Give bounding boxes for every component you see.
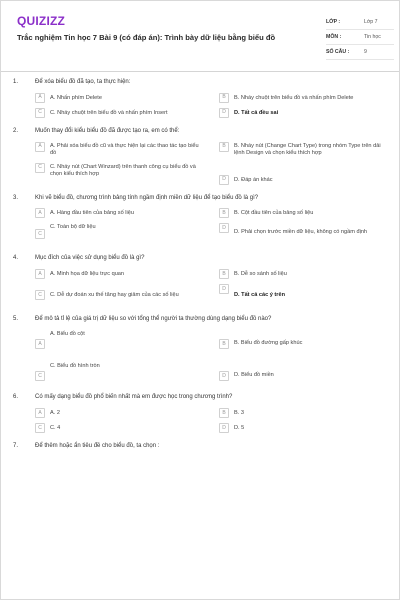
- answer-options: [13, 408, 389, 433]
- answer-options: [13, 208, 389, 245]
- option-letter: A: [35, 339, 45, 349]
- option-text: A. Biểu đồ cột: [50, 331, 85, 338]
- option-letter: B: [219, 208, 229, 218]
- option-letter: B: [219, 408, 229, 418]
- question-1: [13, 79, 389, 118]
- option-a[interactable]: [35, 269, 205, 279]
- option-c[interactable]: [35, 423, 205, 433]
- option-d[interactable]: [219, 223, 389, 245]
- option-b[interactable]: [219, 408, 389, 418]
- option-letter: D: [219, 284, 229, 294]
- quizizz-logo: QUIZIZZ: [17, 14, 66, 28]
- question-text: Khi vẽ biểu đồ, chương trình bảng tính ngầm định miền dữ liệu để tạo biểu đồ là gì?: [35, 194, 259, 201]
- option-text: B. Nháy nút (Change Chart Type) trong nhóm Type trên dải lệnh Design và chọn kiểu thích hợp: [234, 142, 381, 157]
- option-text: A. 2: [50, 409, 60, 416]
- option-d[interactable]: [219, 362, 389, 384]
- option-a[interactable]: [35, 408, 205, 418]
- option-text: B. Nháy chuột trên biểu đồ và nhấn phím Delete: [234, 94, 354, 101]
- question-2: [13, 128, 389, 185]
- option-text: C. Biểu đồ hình tròn: [50, 363, 100, 370]
- option-b[interactable]: [219, 269, 389, 279]
- question-4: [13, 255, 389, 306]
- option-text: D. Đáp án khác: [234, 177, 273, 184]
- option-b[interactable]: [219, 330, 389, 352]
- option-c[interactable]: [35, 362, 205, 384]
- question-number: 6.: [13, 394, 19, 401]
- option-c[interactable]: [35, 223, 205, 245]
- question-number: 1.: [13, 79, 19, 85]
- option-letter: B: [219, 142, 229, 152]
- header-divider: [1, 71, 399, 72]
- option-text: D. 5: [234, 424, 245, 431]
- question-5: [13, 316, 389, 384]
- option-letter: A: [35, 142, 45, 152]
- option-text: D. Tất cả đều sai: [234, 109, 279, 116]
- meta-value: Lớp 7: [364, 19, 378, 25]
- option-d[interactable]: [219, 163, 389, 185]
- option-letter: C: [35, 163, 45, 173]
- option-text: D. Phải chọn trước miền dữ liệu, không có ngầm định: [234, 229, 368, 236]
- option-text: C. Nháy nút (Chart Winzard) trên thanh công cụ biểu đồ và chọn kiểu thích hợp: [50, 163, 196, 178]
- meta-value: Tin học: [364, 34, 381, 40]
- option-text: D. Biểu đồ miền: [234, 372, 274, 379]
- question-number: 3.: [13, 194, 19, 201]
- option-b[interactable]: [219, 93, 389, 103]
- option-a[interactable]: [35, 93, 205, 103]
- option-d[interactable]: [219, 284, 389, 306]
- question-number: 5.: [13, 316, 19, 323]
- option-d[interactable]: [219, 423, 389, 433]
- meta-question-count: [326, 45, 394, 60]
- option-letter: C: [35, 290, 45, 300]
- option-text: A. Minh họa dữ liệu trực quan: [50, 271, 125, 277]
- option-c[interactable]: [35, 108, 205, 118]
- meta-label: SỐ CÂU :: [326, 49, 350, 55]
- option-text: D. Tất cả các ý trên: [234, 292, 285, 299]
- option-d[interactable]: [219, 108, 389, 118]
- option-letter: B: [219, 269, 229, 279]
- option-text: C. Toàn bộ dữ liệu: [50, 224, 96, 231]
- question-3: [13, 195, 389, 246]
- option-text: A. Hàng đầu tiên của bảng số liệu: [50, 210, 134, 217]
- option-text: B. Cột đầu tiên của bảng số liệu: [234, 210, 314, 217]
- option-text: C. 4: [50, 424, 61, 431]
- meta-grade: [326, 15, 394, 30]
- question-number: 4.: [13, 255, 19, 262]
- option-letter: D: [219, 175, 229, 185]
- question-text: Để mô tả tỉ lệ của giá trị dữ liệu so với tổng thể người ta thường dùng dạng biểu đồ nào?: [35, 316, 272, 323]
- answer-options: [13, 142, 389, 185]
- option-letter: A: [35, 269, 45, 279]
- worksheet-header: [1, 1, 399, 69]
- answer-options: [13, 330, 389, 384]
- option-letter: A: [35, 93, 45, 103]
- option-letter: B: [219, 339, 229, 349]
- option-a[interactable]: [35, 208, 205, 218]
- option-letter: C: [35, 371, 45, 381]
- meta-value: 9: [364, 49, 367, 55]
- option-letter: D: [219, 423, 229, 433]
- question-text: Để xóa biểu đồ đã tạo, ta thực hiện:: [35, 79, 131, 85]
- option-text: B. Dễ so sánh số liệu: [234, 271, 287, 277]
- option-letter: C: [35, 108, 45, 118]
- option-c[interactable]: [35, 284, 205, 306]
- option-letter: D: [219, 108, 229, 118]
- option-text: B. Biểu đồ đường gấp khúc: [234, 340, 303, 347]
- option-text: A. Nhấn phím Delete: [50, 94, 102, 101]
- option-a[interactable]: [35, 330, 205, 352]
- answer-options: [13, 269, 389, 306]
- question-7: [13, 443, 389, 451]
- option-letter: D: [219, 223, 229, 233]
- option-text: C. Dễ dự đoán xu thế tăng hay giảm của các số liệu: [50, 292, 179, 298]
- question-text: Mục đích của việc sử dụng biểu đồ là gì?: [35, 255, 145, 262]
- option-c[interactable]: [35, 163, 205, 185]
- question-number: 2.: [13, 127, 19, 134]
- meta-label: LỚP :: [326, 19, 341, 25]
- worksheet-title: Trắc nghiệm Tin học 7 Bài 9 (có đáp án): Trình bày dữ liệu bằng biểu đồ: [17, 33, 276, 42]
- option-letter: B: [219, 93, 229, 103]
- question-list: [13, 79, 389, 461]
- option-b[interactable]: [219, 208, 389, 218]
- meta-label: MÔN :: [326, 34, 342, 40]
- question-text: Muốn thay đổi kiểu biểu đồ đã được tạo ra, em có thể:: [35, 127, 180, 134]
- answer-options: [13, 93, 389, 118]
- option-letter: C: [35, 423, 45, 433]
- option-text: C. Nháy chuột trên biểu đồ và nhấn phím Insert: [50, 109, 168, 116]
- option-text: A. Phải xóa biểu đồ cũ và thực hiện lại các thao tác tạo biểu đồ: [50, 142, 199, 157]
- worksheet-meta: [326, 15, 394, 60]
- option-letter: A: [35, 208, 45, 218]
- question-number: 7.: [13, 442, 19, 449]
- question-text: Có mấy dạng biểu đồ phổ biến nhất mà em được học trong chương trình?: [35, 394, 233, 401]
- meta-subject: [326, 30, 394, 45]
- option-a[interactable]: [35, 142, 205, 158]
- option-b[interactable]: [219, 142, 389, 158]
- option-letter: A: [35, 408, 45, 418]
- question-text: Để thêm hoặc ẩn tiêu đề cho biểu đồ, ta chọn :: [35, 442, 160, 449]
- option-letter: C: [35, 229, 45, 239]
- option-text: B. 3: [234, 409, 244, 416]
- question-6: [13, 394, 389, 433]
- option-letter: D: [219, 371, 229, 381]
